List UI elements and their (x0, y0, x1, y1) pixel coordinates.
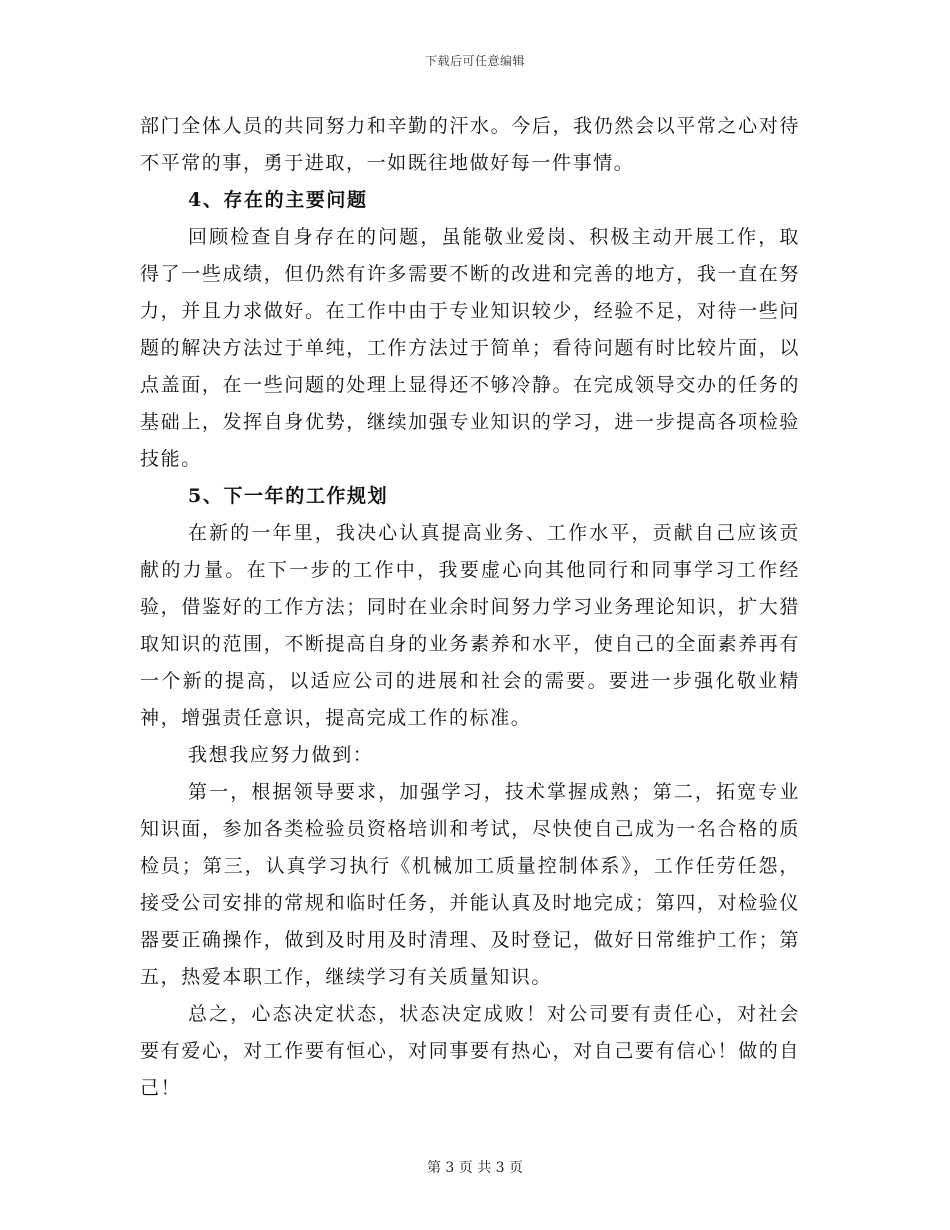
paragraph-intro-list: 我想我应努力做到： (188, 744, 374, 766)
paragraph-continued: 部门全体人员的共同努力和辛勤的汗水。今后，我仍然会以平常之心对待不平常的事，勇于进取，一如既往地做好每一件事情。 (140, 115, 800, 174)
section-heading-next-year-plan: 5、下一年的工作规划 (188, 485, 389, 507)
paragraph-action-list: 第一，根据领导要求，加强学习，技术掌握成熟；第二，拓宽专业知识面，参加各类检验员资格培训和考试，尽快使自己成为一名合格的质检员；第三，认真学习执行《机械加工质量控制体系》，工作任劳任怨，接受公司安排的常规和临时任务，并能认真及时地完成；第四，对检验仪器要正确操作，做到及时用及时清理、及时登记，做好日常维护工作；第五，热爱本职工作，继续学习有关质量知识。 (140, 781, 800, 988)
paragraph-plan: 在新的一年里，我决心认真提高业务、工作水平，贡献自己应该贡献的力量。在下一步的工作中，我要虚心向其他同行和同事学习工作经验，借鉴好的工作方法；同时在业余时间努力学习业务理论知识，扩大猎取知识的范围，不断提高自身的业务素养和水平，使自己的全面素养再有一个新的提高，以适应公司的进展和社会的需要。要进一步强化敬业精神，增强责任意识，提高完成工作的标准。 (140, 522, 800, 729)
page-footer: 第 3 页 共 3 页 (426, 1160, 524, 1176)
paragraph-problems: 回顾检查自身存在的问题，虽能敬业爱岗、积极主动开展工作，取得了一些成绩，但仍然有许多需要不断的改进和完善的地方，我一直在努力，并且力求做好。在工作中由于专业知识较少，经验不足，对待一些问题的解决方法过于单纯，工作方法过于简单；看待问题有时比较片面，以点盖面，在一些问题的处理上显得还不够冷静。在完成领导交办的任务的基础上，发挥自身优势，继续加强专业知识的学习，进一步提高各项检验技能。 (140, 226, 800, 470)
section-heading-main-problems: 4、存在的主要问题 (188, 189, 368, 211)
document-body (140, 108, 800, 1107)
paragraph-conclusion: 总之，心态决定状态，状态决定成败！对公司要有责任心，对社会要有爱心，对工作要有恒心，对同事要有热心，对自己要有信心！做的自己！ (140, 1003, 800, 1099)
page-header: 下载后可任意编辑 (424, 54, 525, 68)
